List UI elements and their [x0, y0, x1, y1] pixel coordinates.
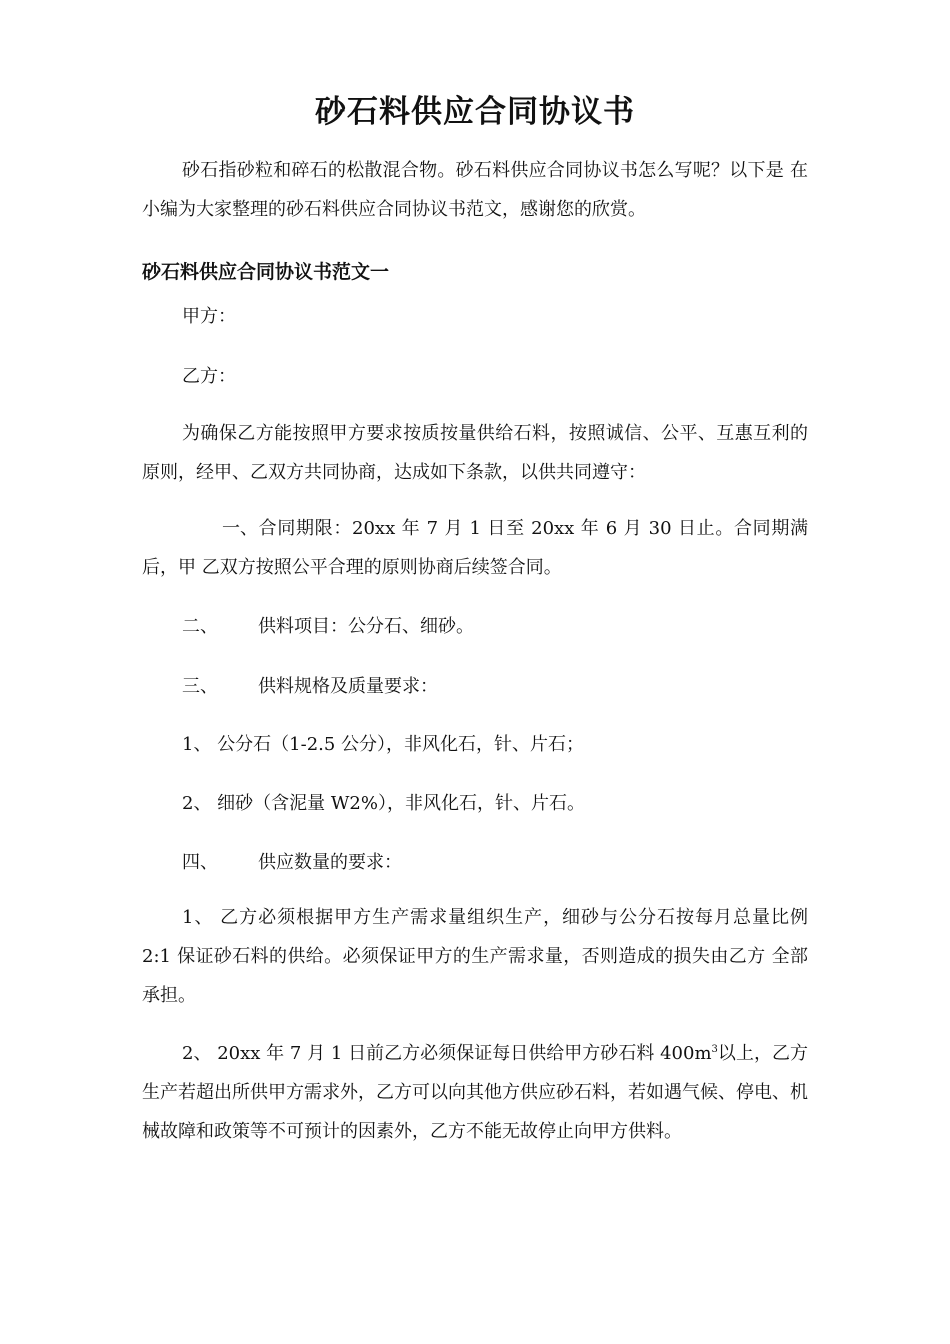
party-b-line: 乙方： — [182, 366, 236, 387]
clause-2-number: 二、 — [182, 616, 218, 637]
document-title: 砂石料供应合同协议书 — [315, 94, 635, 130]
preamble-paragraph: 为确保乙方能按照甲方要求按质按量供给石料，按照诚信、公平、互惠互利的原则，经甲、乙双方共同协商，达成如下条款，以供共同遵守： — [142, 423, 808, 483]
clause-4-item-2-paragraph — [142, 1034, 808, 1151]
superscript-cubed: 3 — [711, 1044, 718, 1055]
clause-4-item-1-paragraph: 1、 乙方必须根据甲方生产需求量组织生产，细砂与公分石按每月总量比例 2:1 保证砂石料的供给。必须保证甲方的生产需求量，否则造成的损失由乙方 全部承担。 — [142, 907, 808, 1006]
clause-2-line — [182, 614, 474, 640]
clause-3-item-2: 2、 细砂（含泥量 W2%），非风化石，针、片石。 — [182, 793, 585, 814]
clause-4-item-2-text-a: 2、 20xx 年 7 月 1 日前乙方必须保证每日供给甲方砂石料 400m — [182, 1043, 712, 1064]
clause-4-text: 供应数量的要求： — [258, 852, 402, 873]
clause-3-line — [182, 674, 438, 700]
clause-2-text: 供料项目：公分石、细砂。 — [258, 616, 474, 637]
clause-3-text: 供料规格及质量要求： — [258, 676, 438, 697]
clause-1-paragraph — [142, 509, 808, 587]
party-a-line: 甲方： — [182, 306, 236, 327]
clause-1-number: 一、 — [222, 518, 258, 539]
clause-4-number: 四、 — [182, 852, 218, 873]
intro-paragraph: 砂石指砂粒和碎石的松散混合物。砂石料供应合同协议书怎么写呢？以下是 在小编为大家整理的砂石料供应合同协议书范文，感谢您的欣赏。 — [142, 160, 808, 220]
section-heading: 砂石料供应合同协议书范文一 — [142, 261, 390, 283]
clause-1-text: 合同期限：20xx 年 7 月 1 日至 20xx 年 6 月 30 日止。合同期满后，甲 乙双方按照公平合理的原则协商后续签合同。 — [142, 518, 808, 578]
clause-3-item-1: 1、 公分石（1-2.5 公分），非风化石，针、片石； — [182, 734, 585, 755]
clause-4-line — [182, 850, 402, 876]
clause-3-number: 三、 — [182, 676, 218, 697]
clause-4-item-2-text-b: 以上，乙方生产若超出所供甲方需求外，乙方可以向其他方供应砂石料，若如遇气候、停电、机械故障和政策等不可预计的因素外，乙方不能无故停止向甲方供料。 — [142, 1043, 808, 1142]
